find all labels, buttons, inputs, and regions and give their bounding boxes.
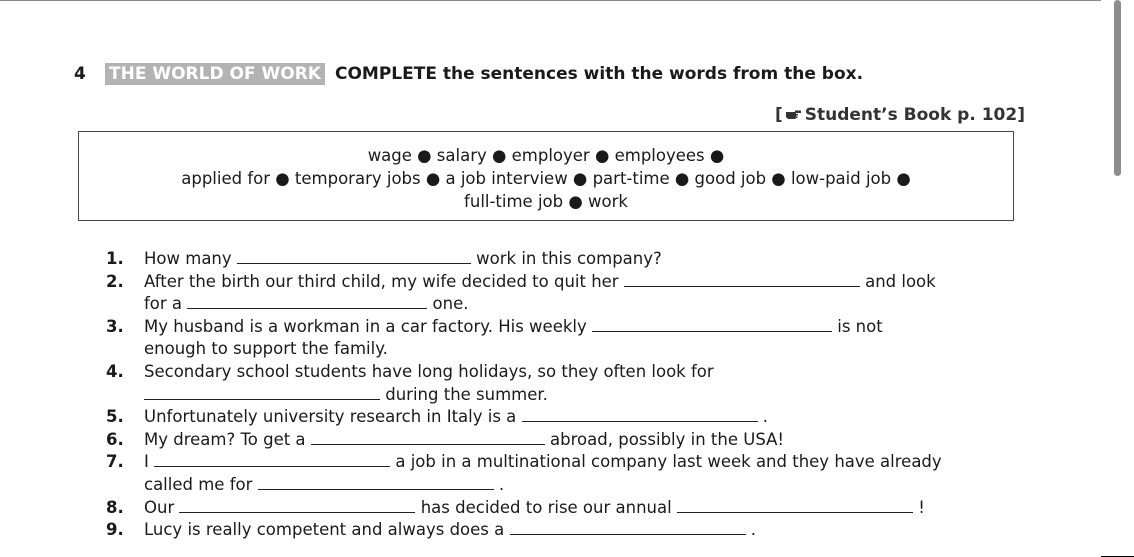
sentence-item: 7. I a job in a multinational company last week and they have already: [106, 451, 1036, 474]
sentence-continuation: called me for .: [144, 474, 505, 494]
sentence-number: 8.: [106, 497, 124, 517]
sentence-item: 5. Unfortunately university research in Italy is a .: [106, 406, 1036, 429]
exercise-number: 4: [74, 64, 86, 84]
sentence-number: 7.: [106, 452, 124, 472]
answer-blank[interactable]: [522, 407, 758, 422]
sentence-item: 6. My dream? To get a abroad, possibly in the USA!: [106, 429, 1036, 452]
answer-blank[interactable]: [144, 385, 380, 400]
word-box: [78, 131, 1014, 221]
answer-blank[interactable]: [179, 498, 415, 513]
sentence-item: 2. After the birth our third child, my wife decided to quit her and look: [106, 271, 1036, 294]
answer-blank[interactable]: [154, 452, 390, 467]
pointing-hand-icon: [785, 108, 802, 124]
sentence-item: 3. My husband is a workman in a car factory. His weekly is not: [106, 316, 1036, 339]
sentence-continuation: enough to support the family.: [144, 339, 388, 359]
sentence-number: 6.: [106, 429, 124, 449]
answer-blank[interactable]: [592, 317, 832, 332]
answer-blank[interactable]: [510, 520, 746, 535]
sentence-number: 2.: [106, 271, 124, 291]
sentence-list: [106, 248, 1036, 542]
word-box-line: wage ● salary ● employer ● employees ●: [367, 146, 725, 165]
instruction: COMPLETE the sentences with the words from the box.: [334, 64, 864, 84]
sentence-number: 3.: [106, 316, 124, 336]
sentence-continuation: for a one.: [144, 294, 469, 314]
sentence-number: 5.: [106, 407, 124, 427]
exercise-heading: [74, 62, 863, 86]
reference-text: Student’s Book p. 102: [804, 105, 1018, 125]
sentence-number: 4.: [106, 361, 124, 381]
answer-blank[interactable]: [311, 430, 545, 445]
sentence-continuation: during the summer.: [106, 384, 1036, 407]
answer-blank[interactable]: [624, 272, 860, 287]
answer-blank[interactable]: [258, 475, 494, 490]
sentence-item: 9. Lucy is really competent and always does a .: [106, 519, 1036, 542]
sentence-number: 9.: [106, 520, 124, 540]
book-reference: [ Student’s Book p. 102]: [774, 105, 1025, 125]
topic-tag: THE WORLD OF WORK: [105, 63, 325, 85]
answer-blank[interactable]: [677, 498, 913, 513]
sentence-item: 4. Secondary school students have long holidays, so they often look for: [106, 361, 1036, 384]
sentence-number: 1.: [106, 249, 124, 268]
sentence-item: 1. How many work in this company?: [106, 248, 1036, 271]
word-box-line: applied for ● temporary jobs ● a job interview ● part-time ● good job ● low-paid job ●: [181, 169, 911, 188]
answer-blank[interactable]: [187, 294, 427, 309]
word-box-line: full-time job ● work: [464, 192, 628, 211]
sentence-item: 8. Our has decided to rise our annual !: [106, 497, 1036, 520]
scrollbar-thumb[interactable]: [1114, 0, 1121, 176]
answer-blank[interactable]: [237, 249, 471, 264]
